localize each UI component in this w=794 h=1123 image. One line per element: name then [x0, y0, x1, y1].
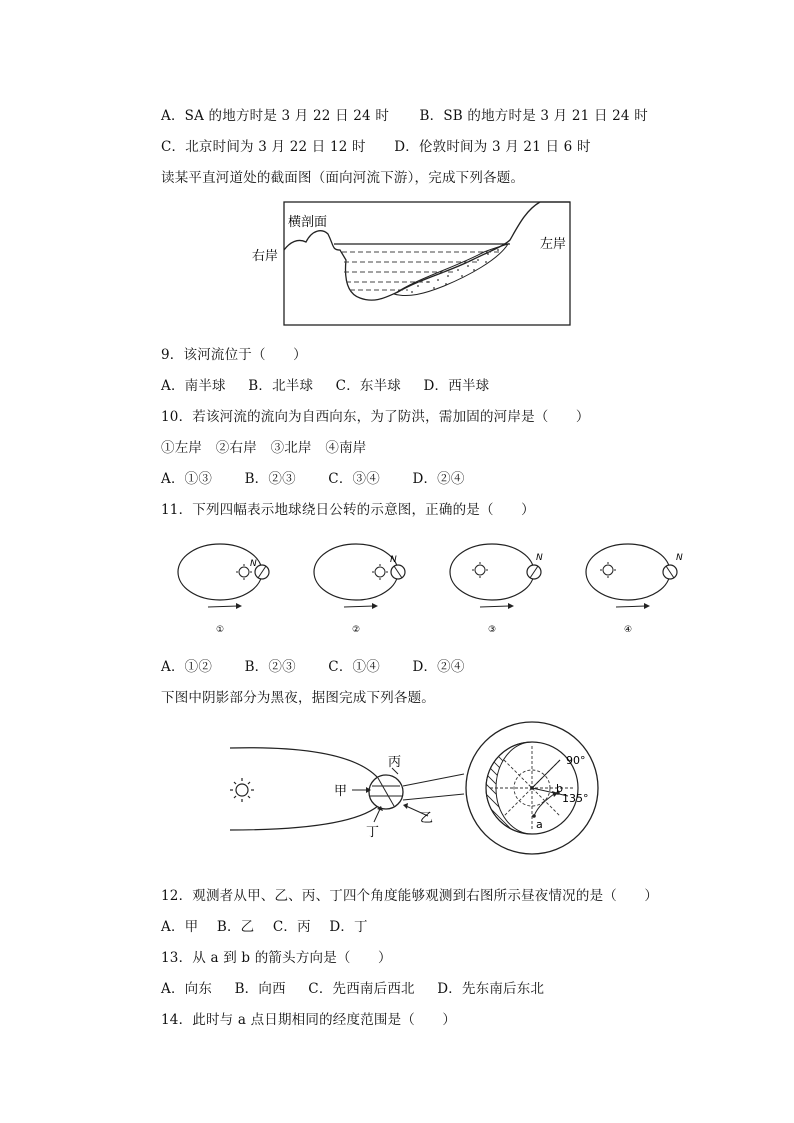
- label-135: 135°: [562, 792, 589, 805]
- q11-option-d[interactable]: D．②④: [412, 659, 465, 675]
- q10-items: ①左岸 ②右岸 ③北岸 ④南岸: [161, 440, 367, 456]
- label-yi: 乙: [420, 811, 434, 826]
- q13-option-c[interactable]: C．先西南后西北: [308, 981, 415, 997]
- label-ding: 丁: [366, 825, 380, 840]
- river-cross-section-figure: [248, 190, 588, 330]
- label-jia: 甲: [334, 784, 348, 799]
- q10-stem: 10．若该河流的流向为自西向东，为了防洪，需加固的河岸是（ ）: [161, 409, 590, 425]
- q13-options: [161, 977, 544, 997]
- north-label-4: N: [676, 553, 683, 563]
- q8-option-b[interactable]: B．SB 的地方时是 3 月 21 日 24 时: [419, 108, 648, 124]
- sun-icon: [230, 778, 254, 802]
- sun-icon: [372, 564, 388, 580]
- orbit-diagram-1: [178, 544, 269, 635]
- q13-option-d[interactable]: D．先东南后东北: [437, 981, 545, 997]
- q13-option-a[interactable]: A．向东: [161, 981, 213, 997]
- orbit-label-3: ③: [488, 625, 497, 635]
- orbit-label-4: ④: [624, 625, 633, 635]
- q12-option-d[interactable]: D．丁: [329, 919, 368, 935]
- q8-option-d[interactable]: D．伦敦时间为 3 月 21 日 6 时: [394, 139, 591, 155]
- orbit-diagrams-figure: [172, 540, 698, 640]
- q12-option-b[interactable]: B．乙: [216, 919, 255, 935]
- q14-stem: 14．此时与 a 点日期相同的经度范围是（ ）: [161, 1012, 457, 1028]
- label-right-bank: 右岸: [252, 249, 279, 264]
- label-bing: 丙: [388, 755, 402, 770]
- sun-icon: [472, 562, 488, 578]
- orbit-label-1: ①: [216, 625, 225, 635]
- q10-option-d[interactable]: D．②④: [412, 471, 465, 487]
- q11-stem: 11．下列四幅表示地球绕日公转的示意图，正确的是（ ）: [161, 502, 535, 518]
- label-a: a: [536, 818, 543, 831]
- q12-option-a[interactable]: A．甲: [161, 919, 199, 935]
- arrow-icon: [372, 603, 378, 609]
- orbit-label-2: ②: [352, 625, 361, 635]
- arrow-icon: [236, 603, 242, 609]
- q10-option-b[interactable]: B．②③: [244, 471, 296, 487]
- q11-option-b[interactable]: B．②③: [244, 659, 296, 675]
- q13-stem: 13．从 a 到 b 的箭头方向是（ ）: [161, 950, 392, 966]
- q9-option-d[interactable]: D．西半球: [423, 378, 490, 394]
- label-90: 90°: [566, 754, 586, 767]
- orbit-diagram-2: [314, 544, 405, 635]
- q10-option-c[interactable]: C．③④: [328, 471, 380, 487]
- arrow-icon: [644, 603, 650, 609]
- q9-options: [161, 374, 489, 394]
- q8-options-row-1: [161, 104, 648, 124]
- north-label-2: N: [390, 555, 397, 565]
- q9-option-c[interactable]: C．东半球: [335, 378, 402, 394]
- label-left-bank: 左岸: [540, 237, 567, 252]
- q8-options-row-2: [161, 135, 591, 155]
- night-intro: 下图中阴影部分为黑夜，据图完成下列各题。: [161, 690, 435, 706]
- north-label-3: N: [536, 553, 543, 563]
- arrow-icon: [508, 603, 514, 609]
- q9-stem: 9．该河流位于（ ）: [161, 347, 307, 363]
- q9-option-a[interactable]: A．南半球: [161, 378, 226, 394]
- q12-stem: 12．观测者从甲、乙、丙、丁四个角度能够观测到右图所示昼夜情况的是（ ）: [161, 888, 659, 904]
- q11-option-c[interactable]: C．①④: [328, 659, 380, 675]
- q8-option-c[interactable]: C．北京时间为 3 月 22 日 12 时: [161, 139, 366, 155]
- north-label-1: N: [250, 559, 257, 569]
- label-b: b: [556, 782, 563, 795]
- q12-option-c[interactable]: C．丙: [272, 919, 311, 935]
- sun-icon: [600, 562, 616, 578]
- q9-option-b[interactable]: B．北半球: [248, 378, 314, 394]
- q10-option-a[interactable]: A．①③: [161, 471, 213, 487]
- q10-options: [161, 467, 465, 487]
- q11-options: [161, 655, 465, 675]
- river-intro: 读某平直河道处的截面图（面向河流下游），完成下列各题。: [161, 170, 525, 186]
- orbit-diagram-3: [450, 544, 543, 635]
- day-night-figure: [228, 716, 608, 866]
- q11-option-a[interactable]: A．①②: [161, 659, 213, 675]
- q8-option-a[interactable]: A．SA 的地方时是 3 月 22 日 24 时: [161, 108, 390, 124]
- label-section: 横剖面: [288, 215, 328, 230]
- orbit-diagram-4: [586, 544, 683, 635]
- q13-option-b[interactable]: B．向西: [234, 981, 286, 997]
- q12-options: [161, 915, 368, 935]
